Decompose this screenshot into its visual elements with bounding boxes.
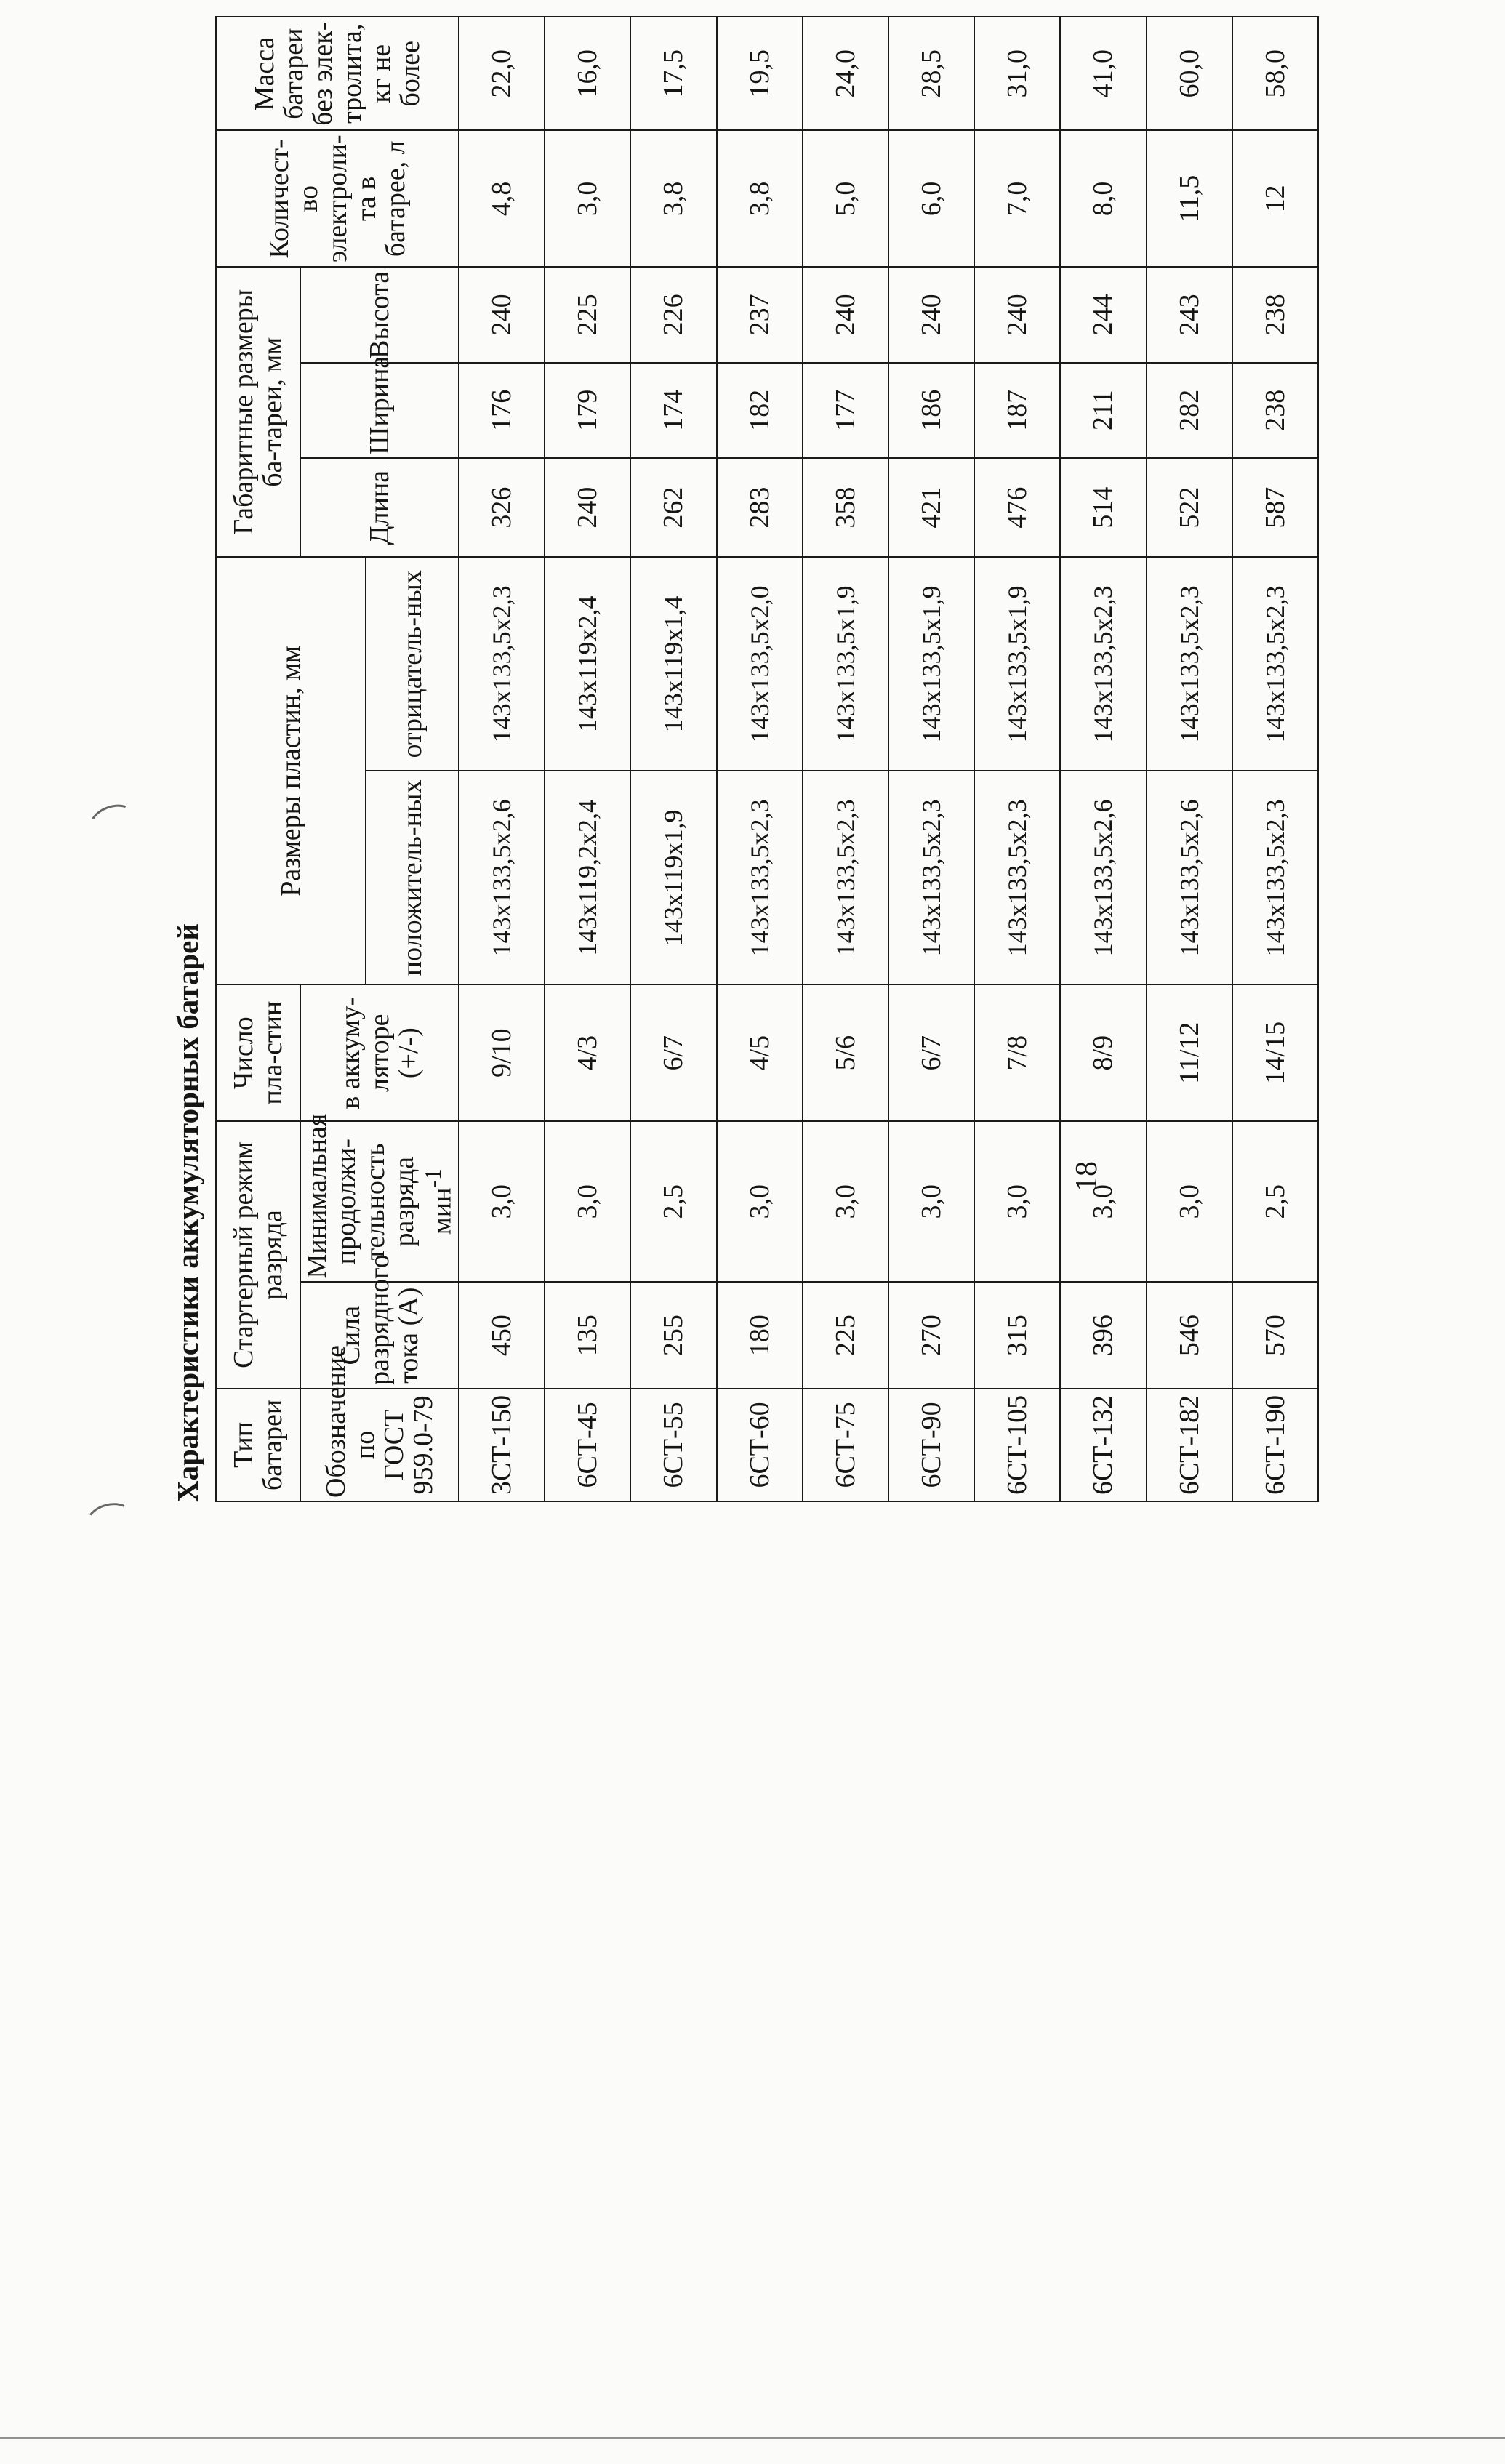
table-title: Характеристики аккумуляторных батарей <box>171 923 204 1502</box>
positive-size-cell: 143x133,5x2,6 <box>1147 771 1232 984</box>
electrolyte-cell: 12 <box>1232 130 1318 267</box>
electrolyte-cell: 4,8 <box>459 130 545 267</box>
negative-size-cell: 143x133,5x2,0 <box>717 557 803 771</box>
current-cell: 315 <box>974 1282 1060 1388</box>
length-header: Длина <box>300 458 459 557</box>
width-cell: 174 <box>630 363 716 458</box>
designation-header: Обозначение по ГОСТ 959.0-79 <box>300 1389 459 1501</box>
table-row <box>888 17 974 1501</box>
plates-cell: 4/3 <box>545 984 630 1121</box>
mass-cell: 41,0 <box>1060 17 1146 130</box>
plates-cell: 6/7 <box>888 984 974 1121</box>
positive-size-cell: 143x133,5x2,3 <box>803 771 888 984</box>
height-header: Высота <box>300 267 459 362</box>
current-cell: 270 <box>888 1282 974 1388</box>
negative-header: отрицатель-ных <box>366 557 459 771</box>
plates-cell: 5/6 <box>803 984 888 1121</box>
type-cell: 6СТ-132 <box>1060 1389 1146 1501</box>
negative-size-cell: 143x133,5x2,3 <box>1060 557 1146 771</box>
mass-cell: 60,0 <box>1147 17 1232 130</box>
width-header: Ширина <box>300 363 459 458</box>
duration-cell: 3,0 <box>803 1121 888 1282</box>
type-cell: 6СТ-60 <box>717 1389 803 1501</box>
height-cell: 240 <box>888 267 974 362</box>
height-cell: 240 <box>803 267 888 362</box>
electrolyte-cell: 11,5 <box>1147 130 1232 267</box>
type-group-header: Тип батареи <box>216 1389 300 1501</box>
plates-cell: 8/9 <box>1060 984 1146 1121</box>
length-cell: 476 <box>974 458 1060 557</box>
length-cell: 283 <box>717 458 803 557</box>
electrolyte-cell: 5,0 <box>803 130 888 267</box>
length-cell: 522 <box>1147 458 1232 557</box>
length-cell: 262 <box>630 458 716 557</box>
starter-group-header: Стартерный режим разряда <box>216 1121 300 1389</box>
negative-size-cell: 143x133,5x1,9 <box>974 557 1060 771</box>
height-cell: 240 <box>459 267 545 362</box>
width-cell: 179 <box>545 363 630 458</box>
type-cell: 6СТ-45 <box>545 1389 630 1501</box>
table-row <box>717 17 803 1501</box>
mass-cell: 19,5 <box>717 17 803 130</box>
scan-mark <box>82 1498 137 1543</box>
height-cell: 243 <box>1147 267 1232 362</box>
length-cell: 514 <box>1060 458 1146 557</box>
positive-size-cell: 143x133,5x2,3 <box>1232 771 1318 984</box>
height-cell: 244 <box>1060 267 1146 362</box>
header-row-1 <box>216 17 300 1501</box>
length-cell: 421 <box>888 458 974 557</box>
electrolyte-cell: 7,0 <box>974 130 1060 267</box>
type-cell: 6СТ-182 <box>1147 1389 1232 1501</box>
electrolyte-header: Количест-во электроли-та в батарее, л <box>216 130 459 267</box>
length-cell: 587 <box>1232 458 1318 557</box>
length-cell: 358 <box>803 458 888 557</box>
positive-size-cell: 143x133,5x2,6 <box>459 771 545 984</box>
plates-cell: 14/15 <box>1232 984 1318 1121</box>
electrolyte-cell: 3,8 <box>717 130 803 267</box>
rotated-table-area <box>163 16 1319 1502</box>
mass-cell: 24,0 <box>803 17 888 130</box>
min-duration-header <box>300 1113 459 1282</box>
table-row <box>545 17 630 1501</box>
width-cell: 186 <box>888 363 974 458</box>
type-cell: 6СТ-105 <box>974 1389 1060 1501</box>
current-cell: 135 <box>545 1282 630 1388</box>
page-number: 18 <box>1070 1161 1104 1192</box>
positive-size-cell: 143x133,5x2,6 <box>1060 771 1146 984</box>
positive-header: положитель-ных <box>366 771 459 984</box>
duration-cell: 3,0 <box>974 1121 1060 1282</box>
plates-in-battery-header: в аккуму-ляторе (+/-) <box>300 984 459 1121</box>
mass-cell: 22,0 <box>459 17 545 130</box>
table-row <box>1232 17 1318 1501</box>
current-cell: 225 <box>803 1282 888 1388</box>
negative-size-cell: 143x119x2,4 <box>545 557 630 771</box>
mass-header: Масса батареи без элек-тролита, кг не более <box>216 17 459 130</box>
type-cell: 6СТ-90 <box>888 1389 974 1501</box>
electrolyte-cell: 8,0 <box>1060 130 1146 267</box>
table-row <box>1060 17 1146 1501</box>
plates-cell: 4/5 <box>717 984 803 1121</box>
type-cell: 6СТ-55 <box>630 1389 716 1501</box>
plates-cell: 6/7 <box>630 984 716 1121</box>
table-row <box>1147 17 1232 1501</box>
dimensions-group-header: Габаритные размеры ба-тареи, мм <box>216 267 300 557</box>
plates-cell: 11/12 <box>1147 984 1232 1121</box>
current-cell: 570 <box>1232 1282 1318 1388</box>
width-cell: 177 <box>803 363 888 458</box>
positive-size-cell: 143x133,5x2,3 <box>974 771 1060 984</box>
current-cell: 546 <box>1147 1282 1232 1388</box>
duration-cell: 2,5 <box>630 1121 716 1282</box>
duration-cell: 2,5 <box>1232 1121 1318 1282</box>
current-cell: 255 <box>630 1282 716 1388</box>
height-cell: 226 <box>630 267 716 362</box>
width-cell: 176 <box>459 363 545 458</box>
min-duration-superscript: -1 <box>420 1168 446 1188</box>
mass-cell: 58,0 <box>1232 17 1318 130</box>
electrolyte-cell: 3,8 <box>630 130 716 267</box>
negative-size-cell: 143x133,5x2,3 <box>459 557 545 771</box>
electrolyte-cell: 3,0 <box>545 130 630 267</box>
negative-size-cell: 143x133,5x1,9 <box>888 557 974 771</box>
height-cell: 240 <box>974 267 1060 362</box>
width-cell: 238 <box>1232 363 1318 458</box>
discharge-current-header: Сила разрядного тока (А) <box>300 1282 459 1388</box>
current-cell: 450 <box>459 1282 545 1388</box>
duration-cell: 3,0 <box>717 1121 803 1282</box>
plates-cell: 9/10 <box>459 984 545 1121</box>
positive-size-cell: 143x133,5x2,3 <box>717 771 803 984</box>
width-cell: 187 <box>974 363 1060 458</box>
scan-edge <box>0 2437 1505 2439</box>
duration-cell: 3,0 <box>1060 1121 1146 1282</box>
negative-size-cell: 143x133,5x2,3 <box>1147 557 1232 771</box>
width-cell: 282 <box>1147 363 1232 458</box>
positive-size-cell: 143x119,2x2,4 <box>545 771 630 984</box>
height-cell: 237 <box>717 267 803 362</box>
plates-cell: 7/8 <box>974 984 1060 1121</box>
mass-cell: 31,0 <box>974 17 1060 130</box>
height-cell: 225 <box>545 267 630 362</box>
electrolyte-cell: 6,0 <box>888 130 974 267</box>
current-cell: 396 <box>1060 1282 1146 1388</box>
mass-cell: 28,5 <box>888 17 974 130</box>
duration-cell: 3,0 <box>1147 1121 1232 1282</box>
duration-cell: 3,0 <box>888 1121 974 1282</box>
table-region <box>163 16 1319 1502</box>
scan-mark <box>84 798 141 846</box>
plate-sizes-group-header: Размеры пластин, мм <box>216 557 366 984</box>
duration-cell: 3,0 <box>545 1121 630 1282</box>
type-cell: 6СТ-75 <box>803 1389 888 1501</box>
type-cell: 6СТ-190 <box>1232 1389 1318 1501</box>
positive-size-cell: 143x119x1,9 <box>630 771 716 984</box>
table-row <box>630 17 716 1501</box>
duration-cell: 3,0 <box>459 1121 545 1282</box>
mass-cell: 17,5 <box>630 17 716 130</box>
positive-size-cell: 143x133,5x2,3 <box>888 771 974 984</box>
table-row <box>974 17 1060 1501</box>
battery-table <box>215 16 1319 1502</box>
type-cell: 3СТ-150 <box>459 1389 545 1501</box>
height-cell: 238 <box>1232 267 1318 362</box>
negative-size-cell: 143x133,5x1,9 <box>803 557 888 771</box>
table-row <box>459 17 545 1501</box>
length-cell: 326 <box>459 458 545 557</box>
plates-count-group-header: Число пла-стин <box>216 984 300 1121</box>
negative-size-cell: 143x133,5x2,3 <box>1232 557 1318 771</box>
min-duration-label: Минимальная продолжи-тельность разряда мин <box>302 1113 457 1279</box>
table-body <box>459 17 1318 1501</box>
current-cell: 180 <box>717 1282 803 1388</box>
width-cell: 182 <box>717 363 803 458</box>
table-row <box>803 17 888 1501</box>
length-cell: 240 <box>545 458 630 557</box>
width-cell: 211 <box>1060 363 1146 458</box>
negative-size-cell: 143x119x1,4 <box>630 557 716 771</box>
mass-cell: 16,0 <box>545 17 630 130</box>
